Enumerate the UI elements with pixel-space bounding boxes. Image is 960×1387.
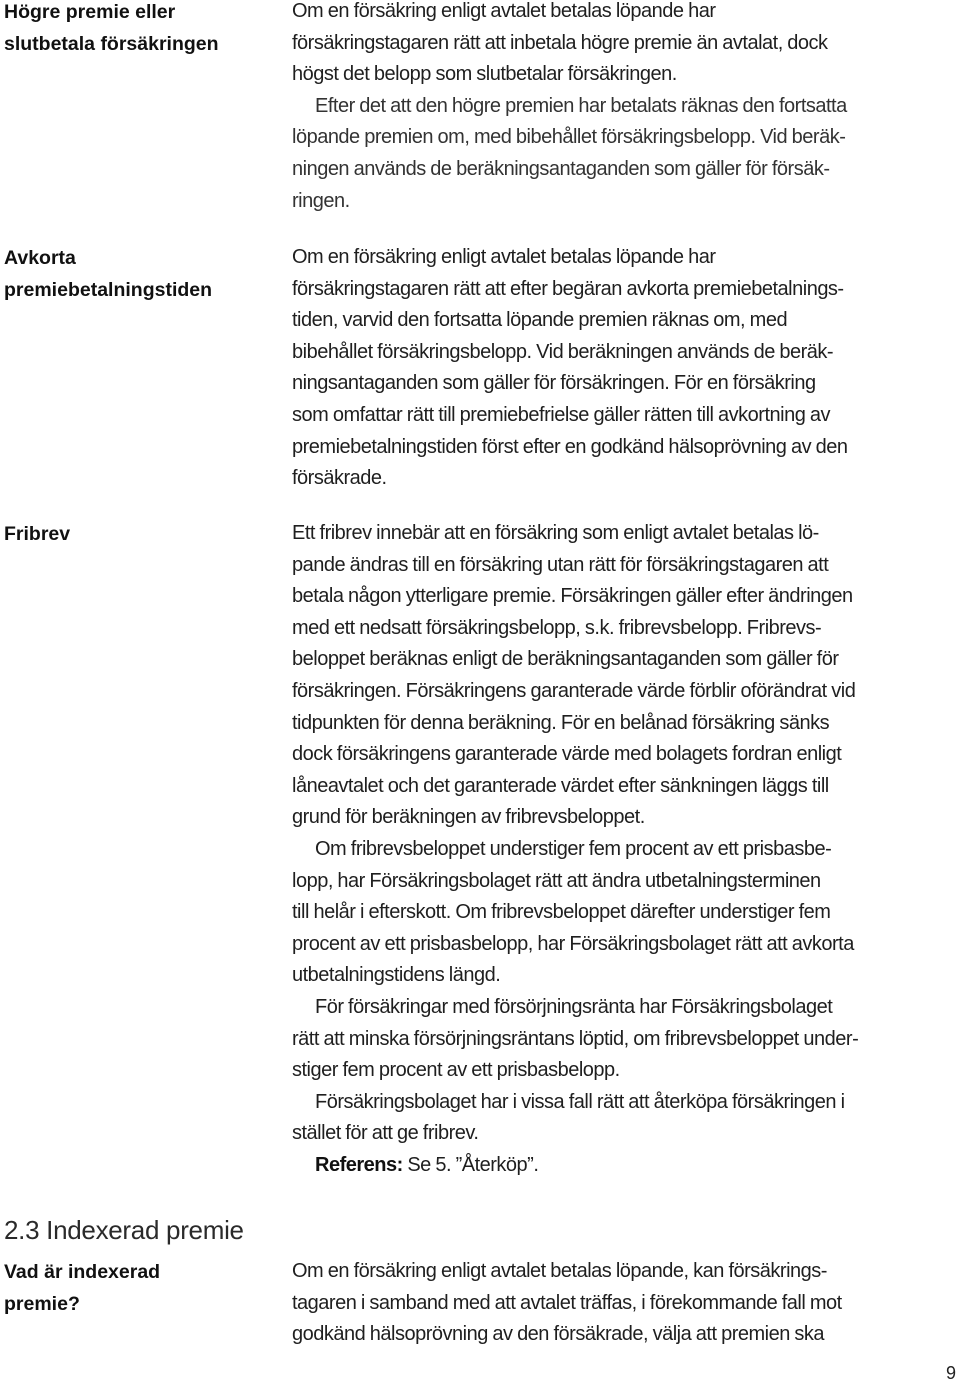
- text-line: Om en försäkring enligt avtalet betalas löpande har: [292, 0, 716, 22]
- reference-text: Se 5. ”Återköp”.: [402, 1153, 539, 1176]
- text-line: försäkringstagaren rätt att inbetala högre premie än avtalat, dock: [292, 31, 828, 54]
- heading-line: premiebetalningstiden: [4, 279, 213, 301]
- heading-line: Fribrev: [4, 523, 71, 545]
- reference: [292, 1150, 910, 1182]
- heading-indexerad: [4, 1256, 254, 1320]
- reference-line: [292, 1150, 910, 1182]
- fribrev-body: [292, 518, 910, 1181]
- text-line: bibehållet försäkringsbelopp. Vid beräkningen används de beräk-: [292, 340, 834, 363]
- text-line: stiger fem procent av ett prisbasbelopp.: [292, 1059, 620, 1082]
- text-line: försäkringen. Försäkringens garanterade värde förblir oförändrat vid: [292, 679, 856, 702]
- text-line: Försäkringsbolaget har i vissa fall rätt att återköpa försäkringen i: [315, 1090, 845, 1113]
- text-line: låneavtalet och det garanterade värdet efter sänkningen läggs till: [292, 774, 829, 797]
- text-line: premiebetalningstiden först efter en godkänd hälsoprövning av den: [292, 435, 848, 458]
- text-line: utbetalningstidens längd.: [292, 964, 501, 987]
- heading-fribrev: [4, 518, 254, 550]
- text-line: till helår i efterskott. Om fribrevsbeloppet därefter understiger fem: [292, 901, 831, 924]
- text-line: grund för beräkningen av fribrevsbeloppet.: [292, 806, 645, 829]
- text-line: beloppet beräknas enligt de beräkningsantaganden som gäller för: [292, 648, 839, 671]
- paragraph: [292, 242, 910, 495]
- text-line: ningen används de beräkningsantaganden som gäller för försäk-: [292, 157, 830, 180]
- text-line: Om en försäkring enligt avtalet betalas löpande, kan försäkrings-: [292, 1260, 827, 1282]
- paragraph: [292, 992, 910, 1087]
- reference-label: Referens:: [315, 1153, 403, 1176]
- avkorta-body: [292, 242, 910, 495]
- text-line: rätt att minska försörjningsräntans löptid, om fribrevsbeloppet under-: [292, 1027, 859, 1050]
- paragraph: [292, 518, 910, 834]
- paragraph: [292, 0, 910, 91]
- text-line: som omfattar rätt till premiebefrielse gäller rätten till avkortning av: [292, 403, 831, 426]
- text-line: Efter det att den högre premien har betalats räknas den fortsatta: [315, 94, 847, 117]
- text-line: tiden, varvid den fortsatta löpande premien räknas om, med: [292, 309, 788, 332]
- text-line: lopp, har Försäkringsbolaget rätt att ändra utbetalningsterminen: [292, 869, 821, 892]
- text-line: procent av ett prisbasbelopp, har Försäkringsbolaget rätt att avkorta: [292, 932, 854, 955]
- text-line: Om en försäkring enligt avtalet betalas löpande har: [292, 246, 716, 268]
- text-line: Ett fribrev innebär att en försäkring som enligt avtalet betalas lö-: [292, 522, 819, 544]
- text-line: tagaren i samband med att avtalet träffas, i förekommande fall mot: [292, 1291, 842, 1314]
- text-line: ringen.: [292, 189, 350, 212]
- hogre-premie-body: [292, 0, 910, 217]
- section-title: 2.3 Indexerad premie: [4, 1215, 244, 1245]
- indexerad-body: [292, 1256, 910, 1351]
- text-line: pande ändras till en försäkring utan rätt för försäkringstagaren att: [292, 553, 829, 576]
- text-line: med ett nedsatt försäkringsbelopp, s.k. fribrevsbelopp. Fribrevs-: [292, 616, 822, 639]
- text-line: ningsantaganden som gäller för försäkringen. För en försäkring: [292, 372, 816, 395]
- text-line: försäkrade.: [292, 467, 387, 490]
- heading-line: slutbetala försäkringen: [4, 33, 219, 55]
- paragraph: [292, 1087, 910, 1150]
- text-line: tidpunkten för denna beräkning. För en belånad försäkring sänks: [292, 711, 830, 734]
- text-line: dock försäkringens garanterade värde med bolagets fordran enligt: [292, 743, 842, 766]
- page-number: 9: [945, 1363, 956, 1383]
- paragraph: [292, 1256, 910, 1351]
- text-line: betala någon ytterligare premie. Försäkringen gäller efter ändringen: [292, 585, 853, 608]
- heading-line: Högre premie eller: [4, 1, 176, 23]
- text-line: För försäkringar med försörjningsränta har Försäkringsbolaget: [315, 995, 833, 1018]
- text-line: högst det belopp som slutbetalar försäkringen.: [292, 63, 677, 86]
- text-line: löpande premien om, med bibehållet försäkringsbelopp. Vid beräk-: [292, 126, 846, 149]
- text-line: godkänd hälsoprövning av den försäkrade, välja att premien ska: [292, 1323, 825, 1346]
- heading-hogre-premie: [4, 0, 254, 60]
- text-line: försäkringstagaren rätt att efter begäran avkorta premiebetalnings-: [292, 277, 844, 300]
- paragraph: [292, 834, 910, 992]
- text-line: Om fribrevsbeloppet understiger fem procent av ett prisbasbe-: [315, 837, 832, 860]
- heading-line: Vad är indexerad: [4, 1261, 161, 1283]
- text-line: stället för att ge fribrev.: [292, 1122, 479, 1145]
- paragraph: [292, 91, 910, 217]
- heading-line: Avkorta: [4, 247, 76, 269]
- heading-line: premie?: [4, 1293, 80, 1315]
- heading-avkorta: [4, 242, 254, 306]
